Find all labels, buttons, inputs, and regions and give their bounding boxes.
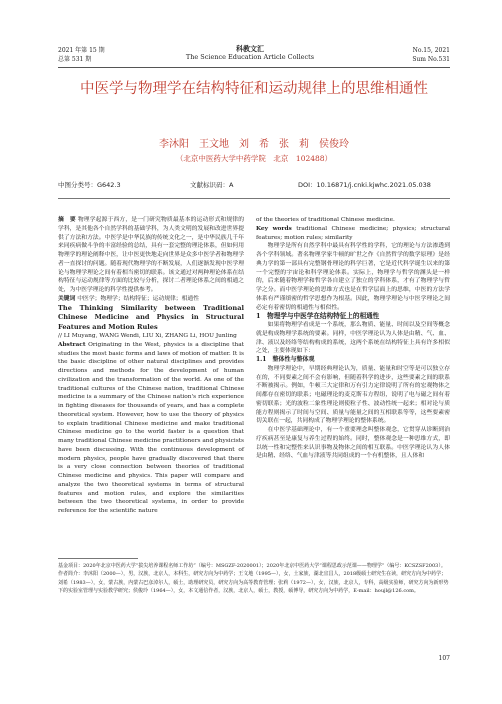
keywords-cn-label: 关键词 [58, 295, 76, 302]
footnotes [58, 562, 450, 595]
left-column [58, 216, 244, 516]
article-title: 中医学与物理学在结构特征和运动规律上的思维相通性 [80, 81, 428, 97]
section-1-paragraph: 如果将物理学看成是一个系统，那么物质、能量、时间以及空间等概念就是构成物理学系统的要素。同样，中医学理论认为人体是由精、气、血、津、液以及经络等结构构成的系统，这两个系统在结构特征上具有许多相似之处，主要体现如下： [256, 322, 450, 355]
journal-name-cn: 科教文汇 [236, 44, 264, 53]
title-en: The Thinking Similarity between Traditional Chinese Medicine and Physics in Structural Features and Motion Rules [58, 303, 244, 331]
journal-name-en: The Science Education Article Collects [185, 53, 315, 61]
section-1-1-paragraph-2: 在中医学基础理论中，有一个重要理念叫整体观念，它贯穿从诊断到治疗疾病甚至是康复与养生过程的始终。同时，整体观念是一种思维方式，即以统一性和完整性来认识事物及物体之间的相互联系。中医学理论认为人体是由精、经络、气血与津液等共同组成的一个有机整体，且人体和 [256, 427, 450, 460]
document-code: 文献标识码：A [190, 181, 234, 189]
abstract-cn [58, 216, 244, 295]
keywords-en [256, 225, 450, 243]
section-1-1-heading: 1.1 整体性与整体观 [256, 356, 315, 363]
journal-name [150, 44, 350, 62]
authors-en: // LI Muyang, WANG Wendi, LIU Xi, ZHANG Li, HOU Junling [58, 333, 237, 339]
meta-rule [58, 198, 450, 199]
section-1-1-paragraph-1: 物理学理论中，早期经典理论认为，质量、能量和时空等是可以独立存在的，不同要素之间不会有影响，但随着科学的进步，这些要素之间的联系不断被揭示。例如，牛顿三大定律和万有引力定律说明了所有的宏观物体之间都存在密切的联系；电磁理论的麦克斯韦方程组，说明了电与磁之间有着密切联系；光的波粒二象性理论则使粒子性、波动性统一起来；相对论与质能方程则揭示了时间与空间、质量与能量之间的互相联系等等，这些要素密切关联在一起，共同构成了物理学理论的整体系统。 [256, 365, 450, 425]
abstract-cn-label: 摘 要 [58, 217, 76, 223]
clc-number: 中图分类号：G642.3 [58, 181, 121, 189]
doi: DOI：10.16871/j.cnki.kjwhc.2021.05.038 [298, 181, 431, 189]
right-column [256, 216, 450, 461]
issue-info-en [412, 46, 450, 64]
author-list: 李沐阳 王文地 刘 希 张 莉 侯俊玲 [159, 139, 349, 150]
abstract-en-text: Originating in the West, physics is a discipline that studies the most basic forms and laws of motion of matter. It is the basic discipline of other natural disciplines and provides directions and methods for the development of human civilization and the transformation of the world. As one of the traditional cultures of the Chinese nation, traditional Chinese medicine is a summary of the Chinese nation's rich experience in fighting diseases for thousands of years, and has a complete theoretical system. However, how to use the theory of physics to explain traditional Chinese medicine and make traditional Chinese medicine go to the world faster is a question that many traditional Chinese medicine practitioners and physicists have been discussing. With the continuous development of modern physics, people have gradually discovered that there is a very close connection between theories of traditional Chinese medicine and physics. This paper will compare and analyze the two theoretical systems in terms of structural features and motion rules, and explore the similarities between the two theoretical systems, in order to provide reference for the scientific nature [58, 341, 244, 514]
total-issue-number: 总第 531 期 [58, 56, 92, 63]
page-number: 107 [438, 655, 450, 662]
footnote-rule [58, 558, 138, 559]
intro-paragraph: 物理学是所有自然学科中最具有科学性的学科，它的理论与方法渗透到各个学科领域。著名物理学家牛顿的旷世之作《自然哲学的数学原理》是经典力学的第一部具有完整钢骨理论的科学巨著，它是近代科学诞生以来的第一个完整的宇宙论和科学理论体系。实际上，物理学与哲学的渊头是一样的，后来随着物理学和哲学各自建立了独立的学科体系，才有了物理学与哲学之分。而中医学理论的思维方式也是在哲学层面上的思维，中医的方法学体系有严谨缜密的哲学思想作为根基。因此，物理学理论与中医学理论之间必定有着密切的相通性与相似性。 [256, 243, 450, 311]
issue-number: 2021 年第 15 期 [58, 47, 105, 54]
keywords-cn [58, 295, 244, 304]
keywords-en-text: traditional Chinese medicine; physics; structural features; motion rules; similarity [256, 225, 451, 241]
header-rule [58, 67, 450, 68]
issue-info [58, 46, 105, 64]
issue-number-en: No.15, 2021 [412, 47, 450, 54]
keywords-en-label: Key words [256, 225, 292, 232]
abstract-en [58, 341, 244, 516]
affiliation: （北京中医药大学中药学院 北京 102488） [175, 154, 333, 163]
abstract-en-end: of the theories of traditional Chinese medicine. [256, 217, 395, 223]
keywords-cn-text: 中医学；物理学；结构特征；运动规律；相通性 [77, 295, 199, 302]
abstract-en-label: Abstract [58, 341, 86, 348]
section-1-heading: 1 物理学与中医学在结构特征上的相通性 [256, 312, 380, 321]
total-issue-number-en: Sum No.531 [412, 56, 450, 63]
abstract-cn-text: 物理学起源于西方，是一门研究物质最基本的运动形式和规律的学科，是其他各个自然学科的基础学科，为人类文明的发展和改进世界提供了方法和方法。中医学是中华民族的传统文化之一，是中华民族几千年来同疾病做斗争的丰富经验的总结，具有一套完整的理论体系，但如何用物理学的理论阐释中医，让中医更快地走向世界是众多中医学者和物理学者一直探讨的问题。随着现代物理学的不断发展，人们逐渐发现中医学理论与物理学理论之间有着相当密切的联系。该文通过对两种理论体系在结构特征与运动规律等方面的比较与分析，探讨二者理论体系之间的相通之处，为中医学理论的科学性提供参考。 [58, 217, 244, 293]
fund-note: 基金项目：2020年北京中医药大学“拔尖培养课程名师工作坊”（编号：MSGZF-2020001）；2020年北京中医药大学“课程思政示范课——物理学”（编号：KCSZSF2003）。 [58, 563, 446, 569]
author-bio-note: 作者简介：李沐阳（2000—），男，汉族，北京人，本科生，研究方向为中药学；王文地（1995—），女，土家族，湖北宜昌人，2018级硕士研究生在读，研究方向为中药学；刘希（1983—），女，蒙古族，内蒙古巴彦淖尔人，硕士，助理研究员，研究方向为高等教育管理；张莉（1972—），女，汉族，北京人，专科，高级实验师，研究方向为新形势下的实验室管理与实验教学研究；侯俊玲（1964—），女，本文通信作者，汉族，北京人，硕士，教授，硕博导，研究方向为中药学，E-mail：houjl@126.com。 [58, 571, 449, 594]
